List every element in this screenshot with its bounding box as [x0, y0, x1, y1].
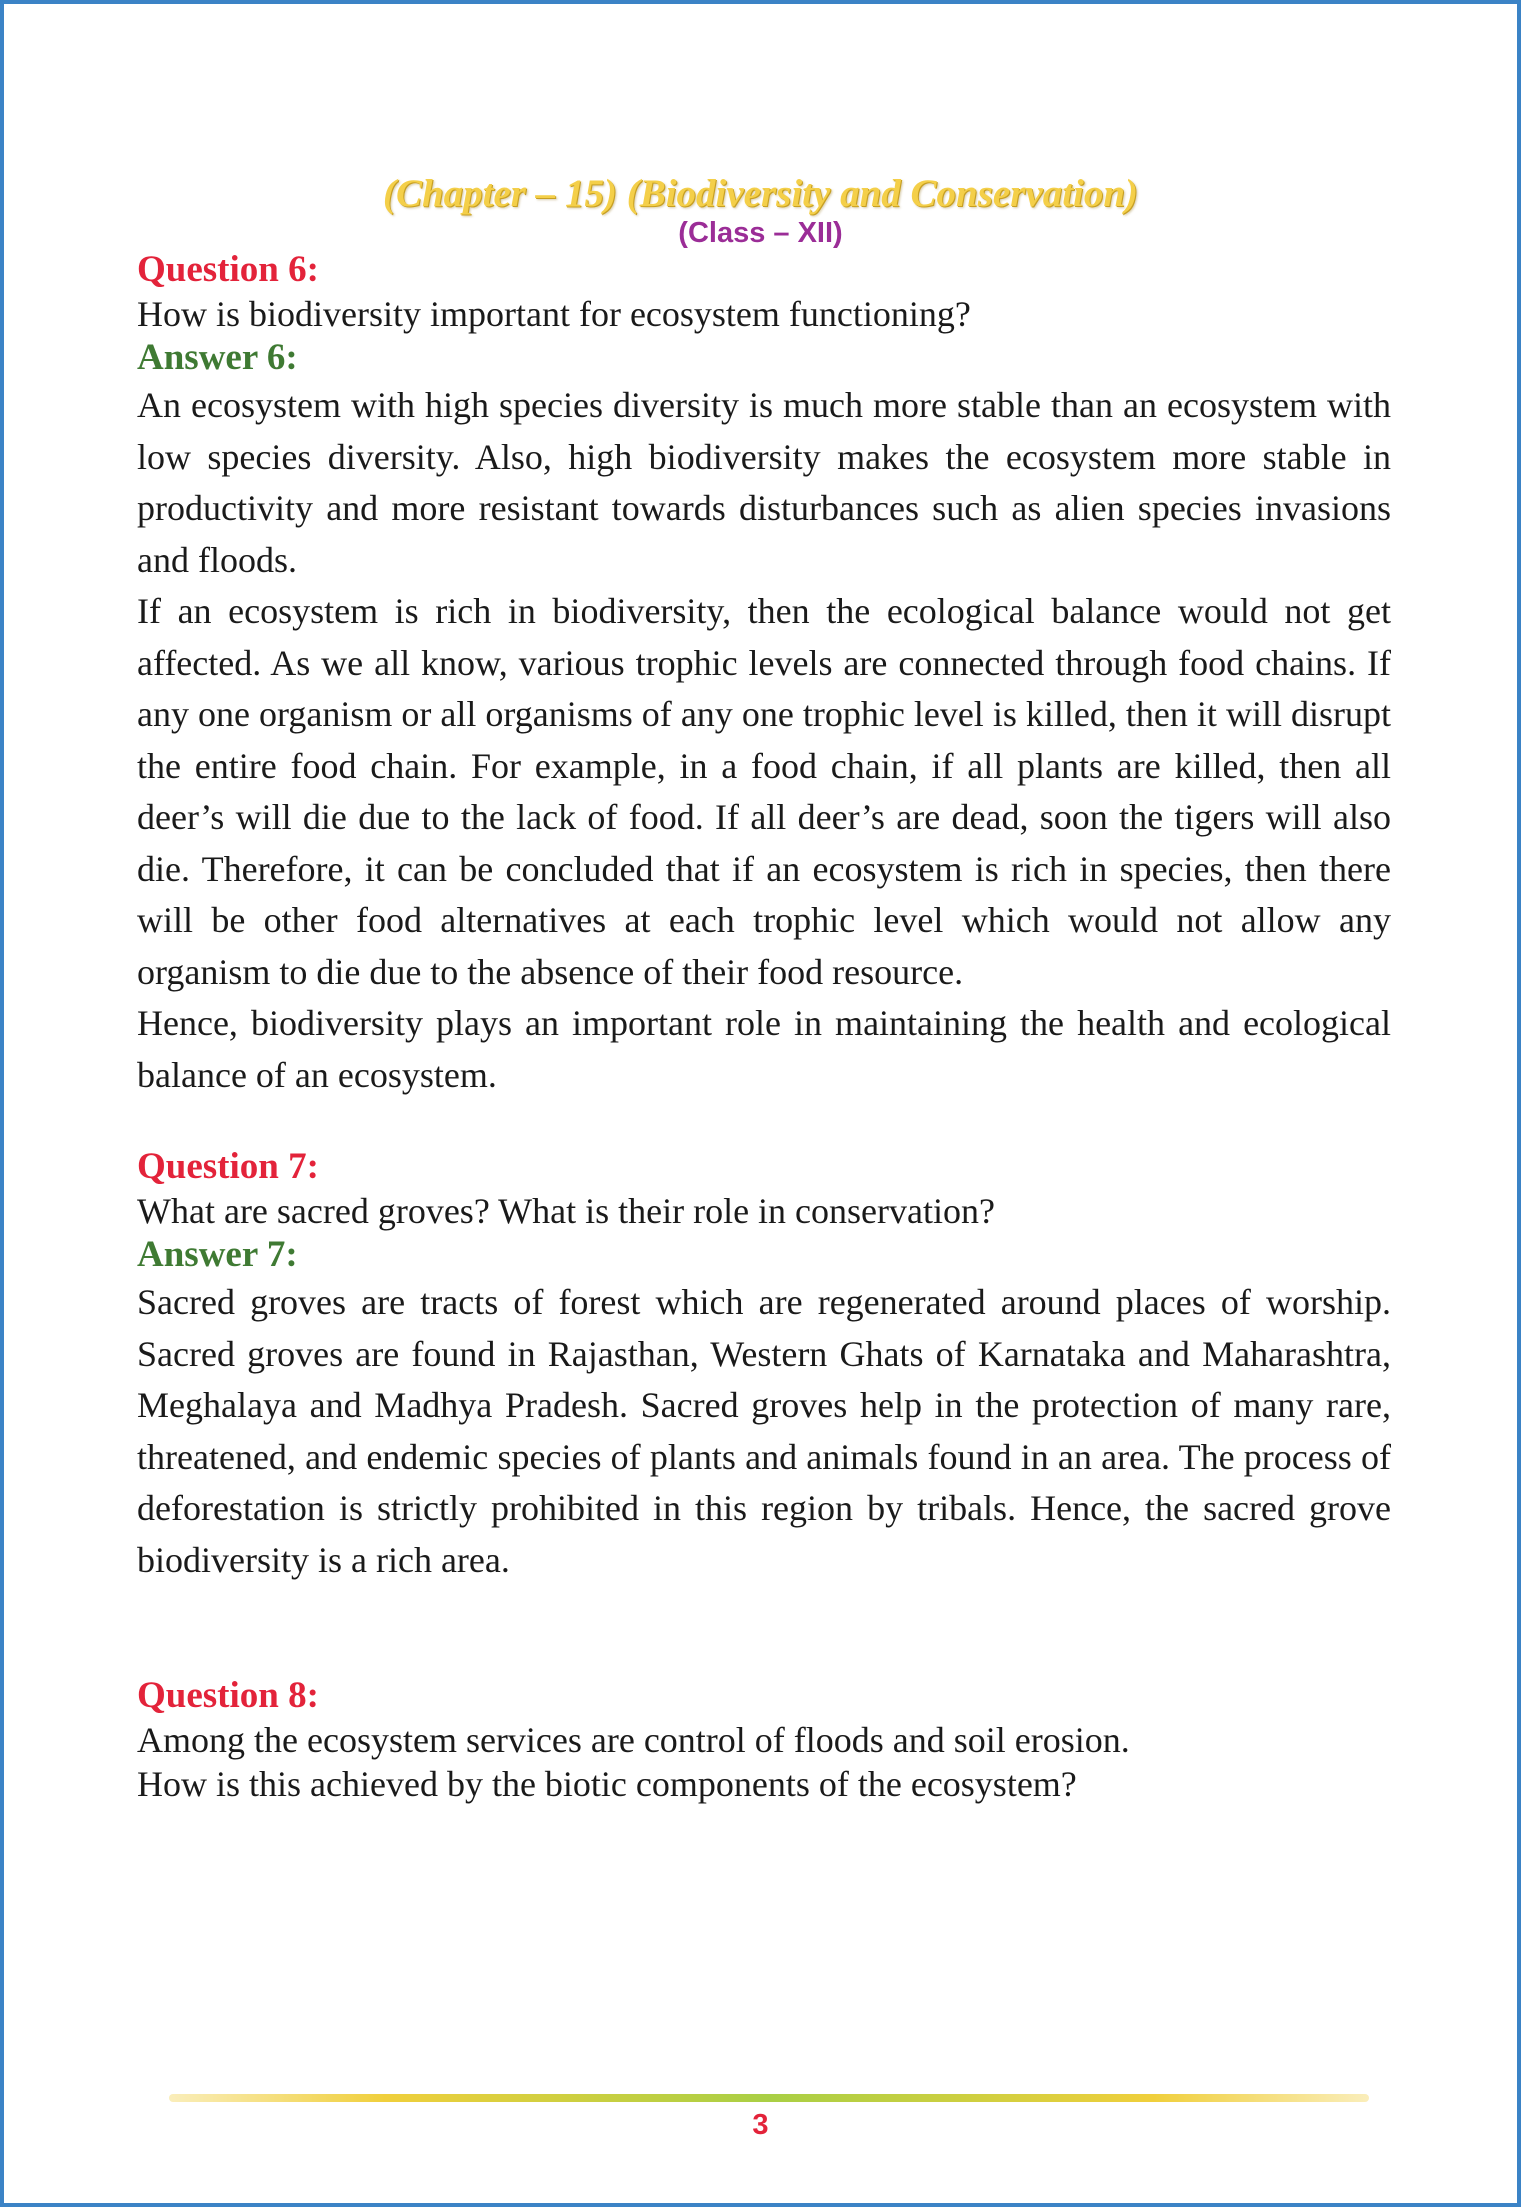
chapter-title: (Chapter – 15) (Biodiversity and Conservation) — [382, 172, 1139, 215]
spacer — [137, 1586, 1391, 1674]
question-8-label: Question 8: — [137, 1675, 319, 1716]
footer-divider — [169, 2094, 1369, 2102]
answer-6-label: Answer 6: — [137, 337, 298, 378]
question-7-block — [137, 1145, 1391, 1586]
question-8-text-line-2: How is this achieved by the biotic components of the ecosystem? — [137, 1764, 1077, 1804]
spacer — [137, 1101, 1391, 1145]
answer-7-label: Answer 7: — [137, 1234, 298, 1275]
answer-6-paragraph-2: If an ecosystem is rich in biodiversity, then the ecological balance would not get affected. As we all know, various trophic levels are connected through food chains. If any one organism or all organisms of any one trophic level is killed, then it will disrupt the entire food chain. For example, in a food chain, if all plants are killed, then all deer’s will die due to the lack of food. If all deer’s are dead, soon the tigers will also die. Therefore, it can be concluded that if an ecosystem is rich in species, then there will be other food alternatives at each trophic level which would not allow any organism to die due to the absence of their food resource. — [137, 591, 1391, 992]
page-header — [4, 172, 1517, 250]
answer-7-paragraph-1: Sacred groves are tracts of forest which are regenerated around places of worship. Sacred groves are found in Rajasthan, Western Ghats of Karnataka and Maharashtra, Meghalaya and Madhya Pradesh. Sacred groves help in the protection of many rare, threatened, and endemic species of plants and animals found in an area. The process of deforestation is strictly prohibited in this region by tribals. Hence, the sacred grove biodiversity is a rich area. — [137, 1282, 1391, 1580]
question-6-text: How is biodiversity important for ecosystem functioning? — [137, 294, 971, 334]
question-6-label: Question 6: — [137, 249, 319, 290]
question-7-text: What are sacred groves? What is their role in conservation? — [137, 1191, 995, 1231]
class-label: (Class – XII) — [678, 217, 843, 249]
question-8-block — [137, 1674, 1391, 1806]
page-number: 3 — [752, 2109, 769, 2141]
question-8-text-line-1: Among the ecosystem services are control of floods and soil erosion. — [137, 1720, 1130, 1760]
question-6-block — [137, 248, 1391, 1101]
question-7-label: Question 7: — [137, 1146, 319, 1187]
answer-6-paragraph-3: Hence, biodiversity plays an important role in maintaining the health and ecological balance of an ecosystem. — [137, 1003, 1391, 1095]
answer-6-paragraph-1: An ecosystem with high species diversity is much more stable than an ecosystem with low species diversity. Also, high biodiversity makes the ecosystem more stable in productivity and more resistant towards disturbances such as alien species invasions and floods. — [137, 385, 1391, 580]
content — [137, 248, 1391, 1806]
